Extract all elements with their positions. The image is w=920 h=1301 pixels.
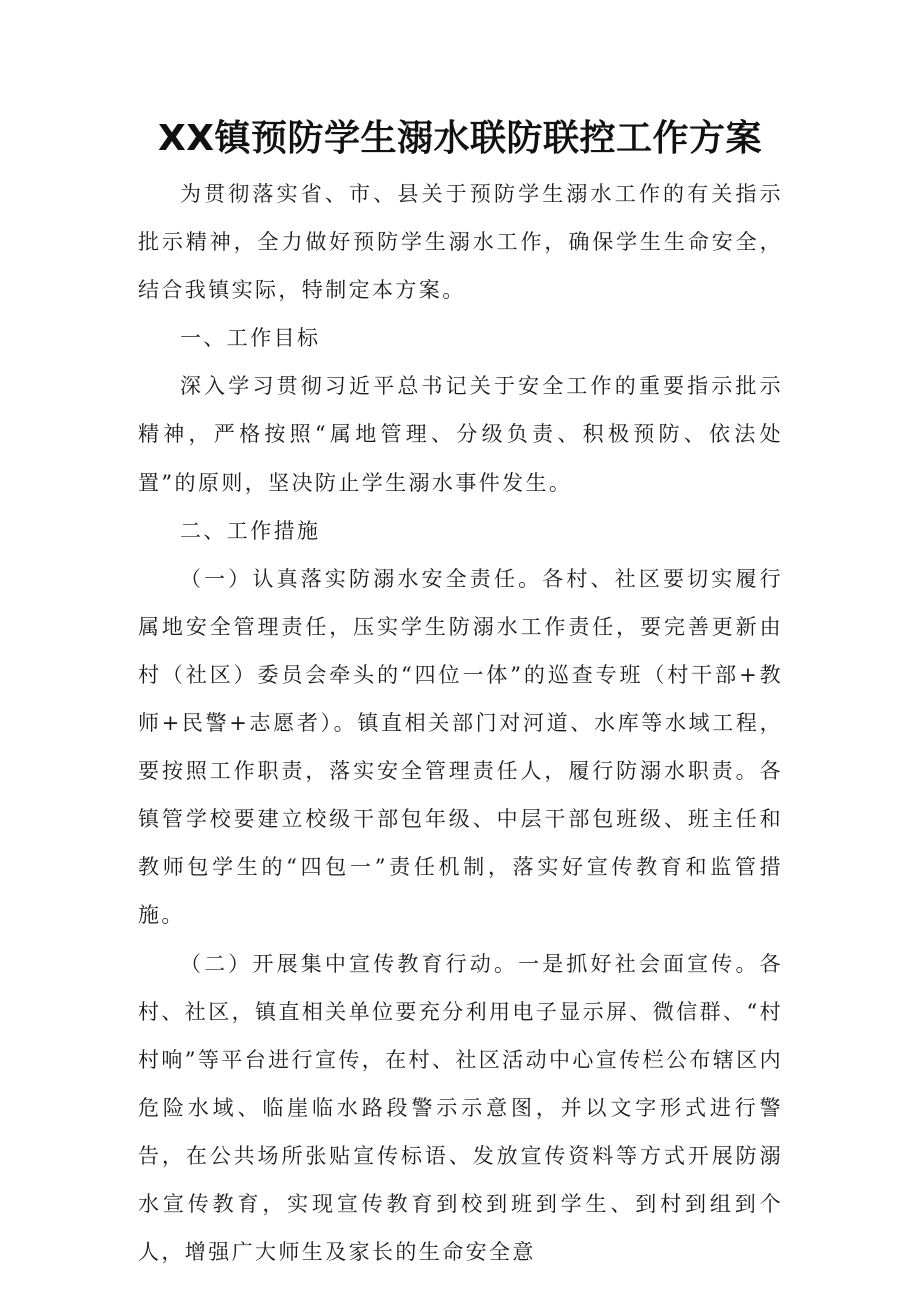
measure-paragraph-1: （一）认真落实防溺水安全责任。各村、社区要切实履行属地安全管理责任，压实学生防溺水工作责任，要完善更新由村（社区）委员会牵头的“四位一体”的巡查专班（村干部+教师+民警+志愿者）。镇直相关部门对河道、水库等水域工程，要按照工作职责，落实安全管理责任人，履行防溺水职责。各镇管学校要建立校级干部包年级、中层干部包班级、班主任和教师包学生的“四包一”责任机制，落实好宣传教育和监管措施。 [138, 566, 783, 928]
document-body [138, 170, 783, 1276]
section-heading-goals: 一、工作目标 [180, 326, 321, 351]
goals-paragraph: 深入学习贯彻习近平总书记关于安全工作的重要指示批示精神，严格按照“属地管理、分级负责、积极预防、依法处置”的原则，坚决防止学生溺水事件发生。 [138, 374, 783, 495]
measure-paragraph-2: （二）开展集中宣传教育行动。一是抓好社会面宣传。各村、社区，镇直相关单位要充分利用电子显示屏、微信群、“村村响”等平台进行宣传，在村、社区活动中心宣传栏公布辖区内危险水域、临崖临水路段警示示意图，并以文字形式进行警告，在公共场所张贴宣传标语、发放宣传资料等方式开展防溺水宣传教育，实现宣传教育到校到班到学生、到村到组到个人，增强广大师生及家长的生命安全意 [138, 951, 783, 1265]
document-title: XX镇预防学生溺水联防联控工作方案 [157, 118, 762, 159]
section-heading-measures: 二、工作措施 [180, 518, 321, 543]
intro-paragraph: 为贯彻落实省、市、县关于预防学生溺水工作的有关指示批示精神，全力做好预防学生溺水工作，确保学生生命安全，结合我镇实际，特制定本方案。 [138, 182, 783, 303]
